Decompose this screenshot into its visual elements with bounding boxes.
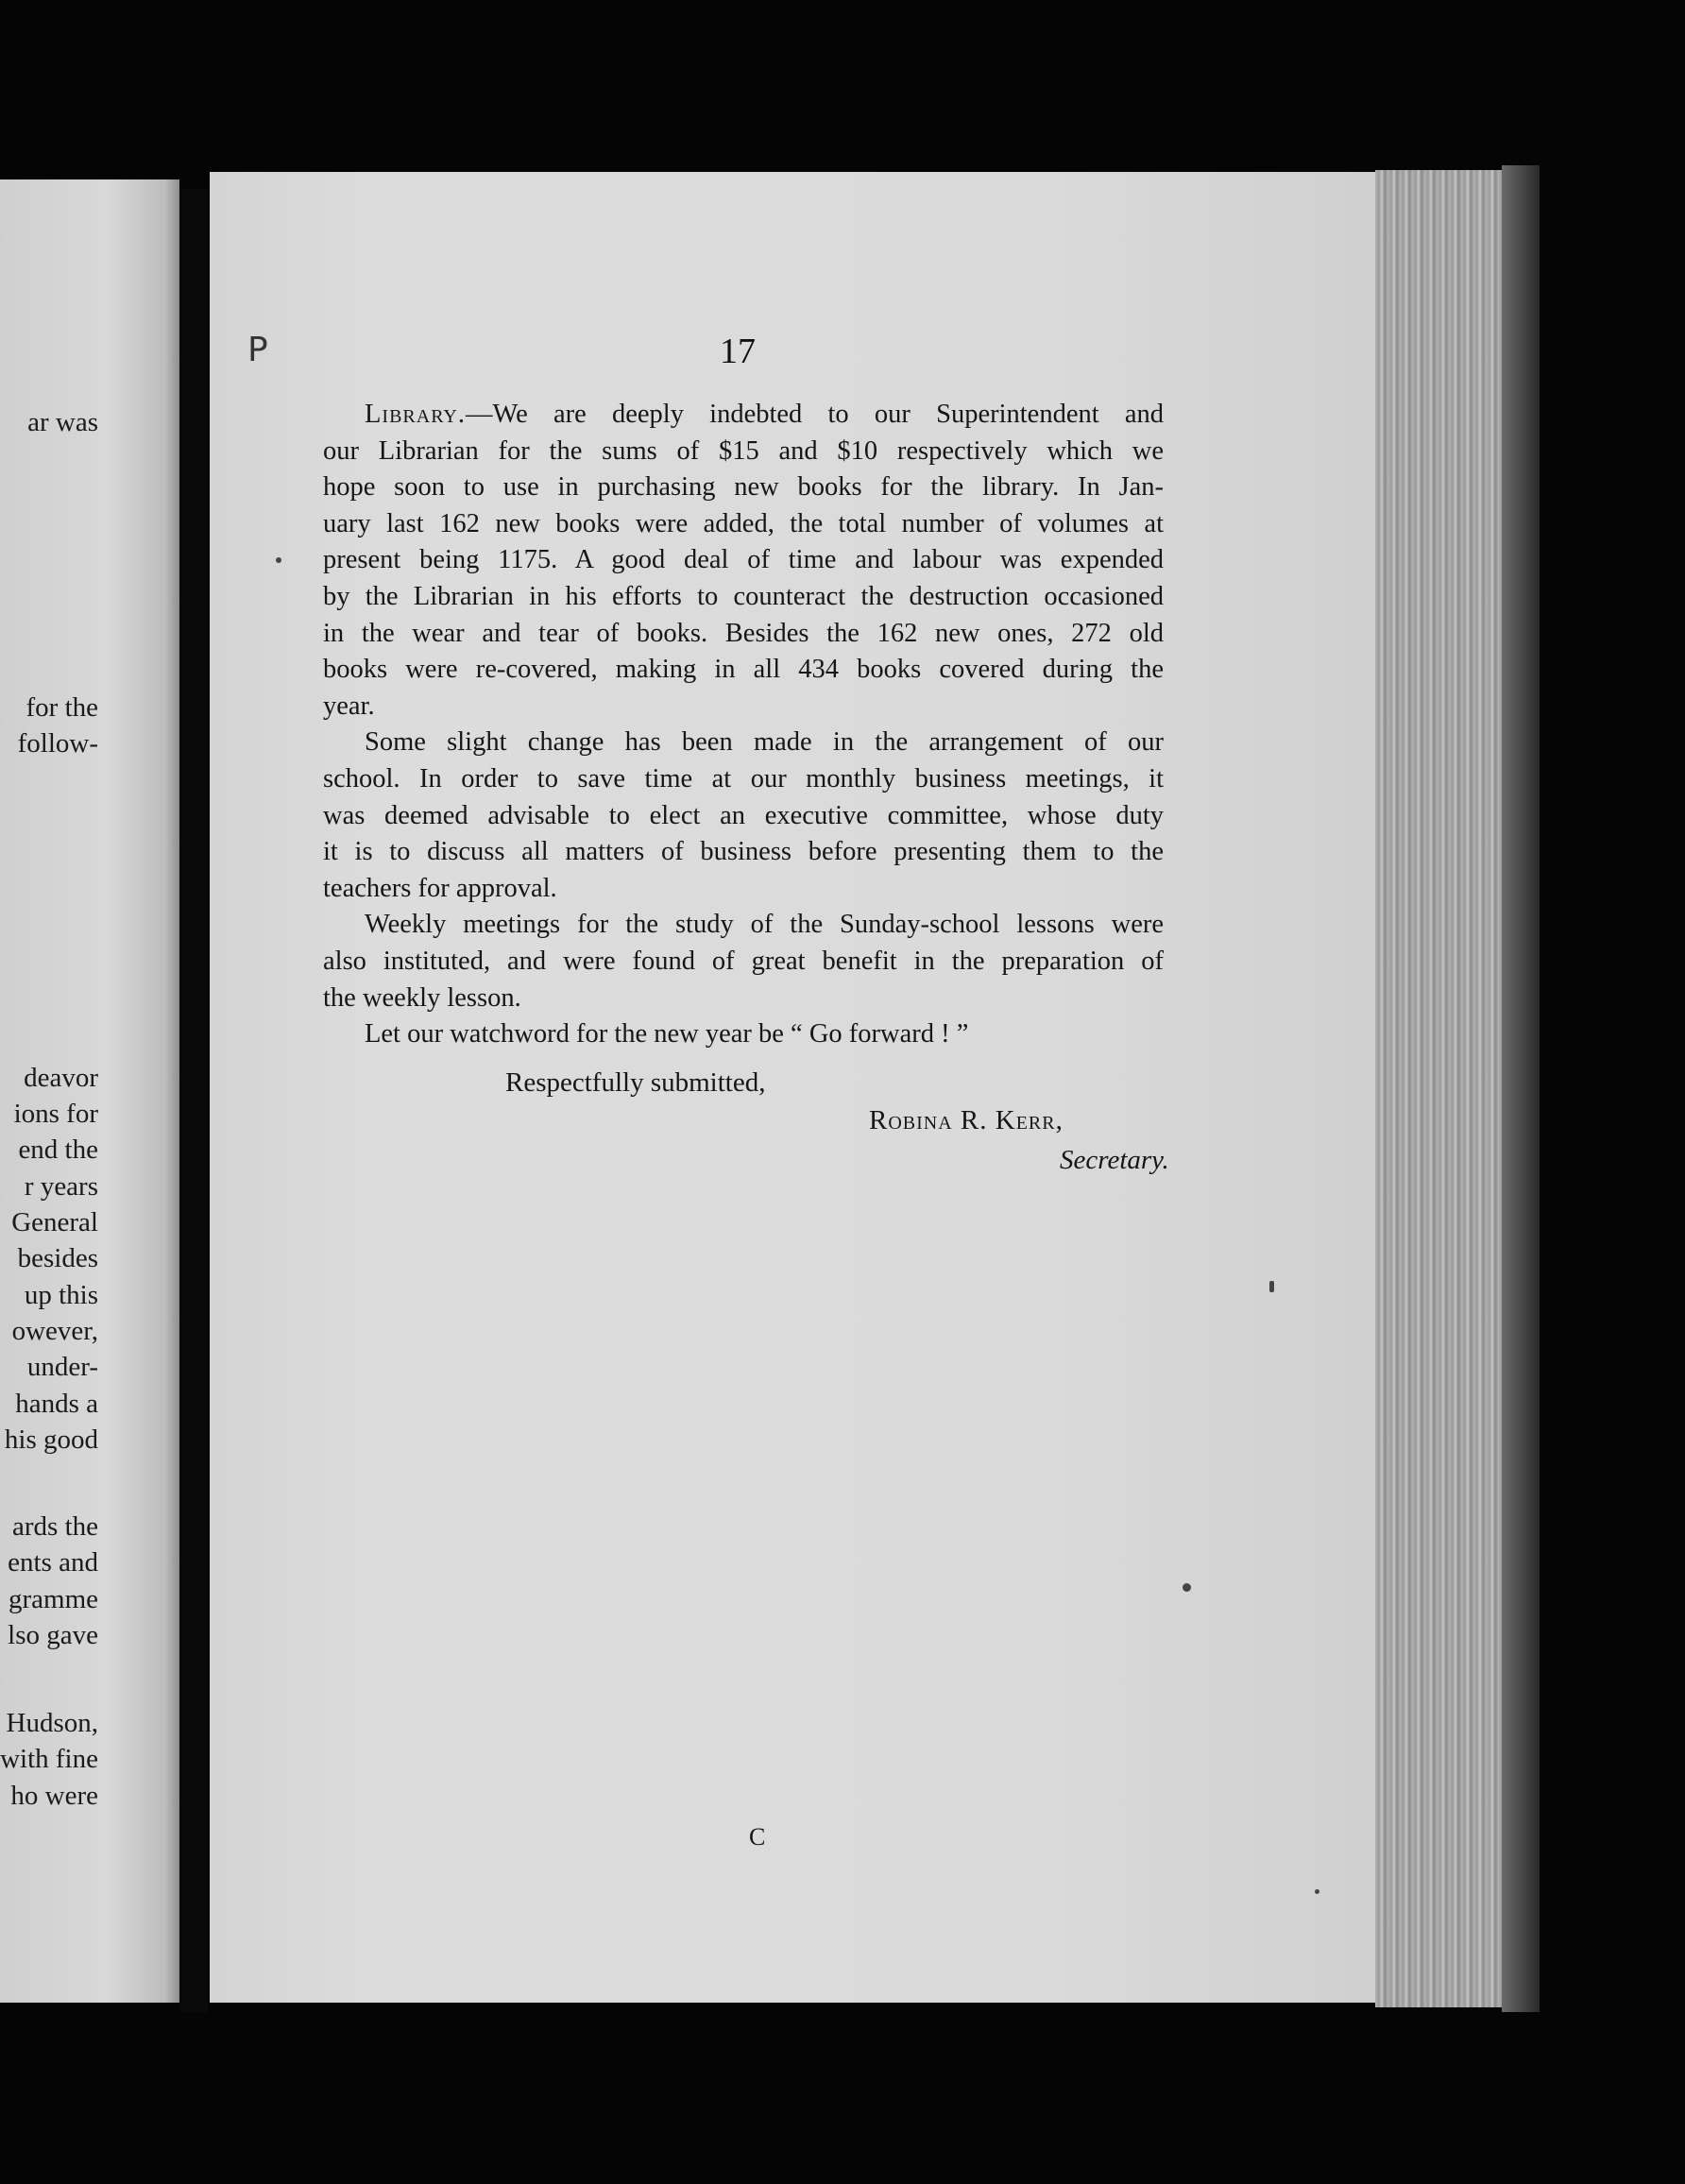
left-line-fragment: ents and [8, 1547, 98, 1578]
scan-speck [1183, 1583, 1191, 1592]
text-line: Library.—We are deeply indebted to our Superintendent and [365, 400, 1164, 429]
text-line: was deemed advisable to elect an executive committee, whose duty [323, 800, 1164, 830]
library-paragraph [323, 397, 1164, 434]
left-line-fragment: up this [24, 1280, 98, 1310]
left-line-fragment: his good [4, 1425, 98, 1455]
text-line: by the Librarian in his efforts to counteract the destruction occasioned [323, 581, 1164, 611]
signature-title: Secretary. [1060, 1145, 1169, 1175]
text-line: year. [323, 691, 375, 721]
text-line: it is to discuss all matters of business before presenting them to the [323, 837, 1164, 867]
text-line: present being 1175. A good deal of time and labour was expended [323, 545, 1164, 575]
signature-mark: C [749, 1823, 766, 1851]
left-line-fragment: r years [24, 1171, 98, 1202]
left-line-fragment: owever, [11, 1316, 98, 1346]
pencil-mark: P [247, 331, 268, 369]
signature-name: Robina R. Kerr, [869, 1105, 1064, 1135]
book-cover-edge [1502, 165, 1540, 2012]
left-line-fragment: ions for [13, 1099, 98, 1129]
report-body [323, 397, 1164, 1053]
facing-page-fragment [0, 179, 179, 2003]
left-line-fragment: ho were [10, 1781, 98, 1811]
scan-speck [1315, 1889, 1319, 1894]
left-line-fragment: Hudson, [6, 1708, 98, 1738]
text-line: books were re-covered, making in all 434 books covered during the [323, 655, 1164, 685]
text-line: also instituted, and were found of great benefit in the preparation of [323, 946, 1164, 976]
scan-speck [276, 557, 281, 563]
left-line-fragment: end the [18, 1135, 98, 1165]
left-line-fragment: hands a [15, 1389, 98, 1419]
scan-speck [1269, 1281, 1274, 1292]
page-number: 17 [720, 332, 756, 371]
left-line-fragment: for the [26, 692, 98, 723]
closing-line: Respectfully submitted, [505, 1067, 766, 1098]
left-line-fragment: lso gave [8, 1620, 98, 1650]
left-line-fragment: follow- [17, 728, 98, 759]
left-line-fragment: ar was [27, 407, 98, 437]
left-line-fragment: with fine [0, 1744, 98, 1774]
left-line-fragment: deavor [24, 1063, 98, 1093]
text-line: in the wear and tear of books. Besides the 162 new ones, 272 old [323, 618, 1164, 648]
left-line-fragment: ards the [12, 1511, 98, 1542]
text-line: teachers for approval. [323, 873, 557, 903]
text-line: uary last 162 new books were added, the total number of volumes at [323, 508, 1164, 538]
left-line-fragment: under- [26, 1352, 98, 1382]
left-line-fragment: gramme [8, 1584, 98, 1614]
text-line: Weekly meetings for the study of the Sunday-school lessons were [365, 910, 1164, 940]
text-line: the weekly lesson. [323, 982, 521, 1013]
left-line-fragment: besides [17, 1243, 98, 1273]
text-line: our Librarian for the sums of $15 and $10 respectively which we [323, 435, 1164, 466]
text-line: hope soon to use in purchasing new books for the library. In Jan- [323, 472, 1164, 503]
library-heading: Library. [365, 400, 466, 429]
book-gutter [179, 189, 208, 2012]
text-line: Some slight change has been made in the arrangement of our [365, 727, 1164, 758]
text-line: school. In order to save time at our monthly business meetings, it [323, 763, 1164, 793]
watchword-line: Let our watchword for the new year be “ Go forward ! ” [365, 1019, 969, 1049]
left-line-fragment: General [11, 1207, 98, 1237]
